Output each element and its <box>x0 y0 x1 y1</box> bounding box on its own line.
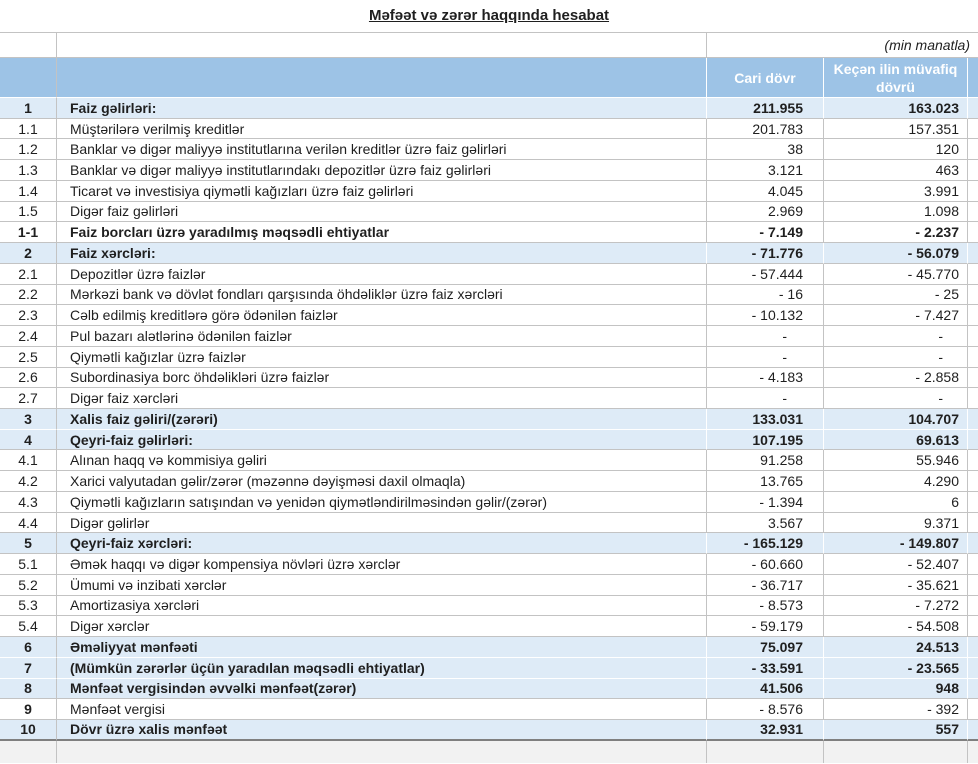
table-row <box>0 285 978 306</box>
filler-cell <box>968 554 978 575</box>
row-label-cell: Cəlb edilmiş kreditlərə görə ödənilən faizlər <box>57 305 707 326</box>
previous-value-cell: - 149.807 <box>824 533 968 554</box>
current-value-cell: 38 <box>707 139 824 160</box>
previous-value-cell: 69.613 <box>824 430 968 451</box>
table-row <box>0 409 978 430</box>
table-row <box>0 264 978 285</box>
current-value-cell: 133.031 <box>707 409 824 430</box>
column-header-row <box>0 58 978 98</box>
current-value-cell: - 60.660 <box>707 554 824 575</box>
previous-value-cell: 4.290 <box>824 471 968 492</box>
row-label-cell: Mərkəzi bank və dövlət fondları qarşısında öhdəliklər üzrə faiz xərcləri <box>57 285 707 306</box>
table-row <box>0 637 978 658</box>
title-row <box>0 0 978 33</box>
row-label-cell: Ümumi və inzibati xərclər <box>57 575 707 596</box>
table-row <box>0 388 978 409</box>
table-row <box>0 533 978 554</box>
current-value-cell: - 10.132 <box>707 305 824 326</box>
filler-cell <box>968 181 978 202</box>
row-number-cell: 5.2 <box>0 575 57 596</box>
table-row <box>0 492 978 513</box>
empty-cell <box>707 741 824 763</box>
current-value-cell: - 8.576 <box>707 699 824 720</box>
row-number-cell: 1.3 <box>0 160 57 181</box>
row-label-cell: Faiz xərcləri: <box>57 243 707 264</box>
table-row <box>0 513 978 534</box>
empty-cell <box>57 741 707 763</box>
row-number-cell: 2.1 <box>0 264 57 285</box>
row-number-cell: 7 <box>0 658 57 679</box>
previous-value-cell: 948 <box>824 679 968 700</box>
filler-cell <box>968 139 978 160</box>
row-number-cell: 2.7 <box>0 388 57 409</box>
current-value-cell: - 1.394 <box>707 492 824 513</box>
filler-cell <box>968 285 978 306</box>
row-number-cell: 4.3 <box>0 492 57 513</box>
row-number-cell: 2.5 <box>0 347 57 368</box>
previous-value-cell: - 25 <box>824 285 968 306</box>
previous-value-cell: - 2.858 <box>824 368 968 389</box>
table-row <box>0 181 978 202</box>
row-number-cell: 2.2 <box>0 285 57 306</box>
row-number-cell: 8 <box>0 679 57 700</box>
col-header-previous: Keçən ilin müvafiq dövrü <box>824 58 968 98</box>
current-value-cell: 211.955 <box>707 98 824 119</box>
previous-value-cell: 557 <box>824 720 968 741</box>
previous-value-cell: - 23.565 <box>824 658 968 679</box>
previous-value-cell: - 2.237 <box>824 222 968 243</box>
current-value-cell: - <box>707 388 824 409</box>
previous-value-cell: 104.707 <box>824 409 968 430</box>
current-value-cell: 2.969 <box>707 202 824 223</box>
current-value-cell: 41.506 <box>707 679 824 700</box>
table-row <box>0 119 978 140</box>
table-row <box>0 368 978 389</box>
footer-filler-row <box>0 741 978 763</box>
filler-cell <box>968 720 978 741</box>
row-label-cell: Digər faiz xərcləri <box>57 388 707 409</box>
empty-cell <box>57 33 707 58</box>
filler-cell <box>968 637 978 658</box>
current-value-cell: 13.765 <box>707 471 824 492</box>
unit-note-row <box>0 33 978 58</box>
row-label-cell: Əmək haqqı və digər kompensiya növləri üzrə xərclər <box>57 554 707 575</box>
row-label-cell: Mənfəət vergisindən əvvəlki mənfəət(zərər) <box>57 679 707 700</box>
table-row <box>0 596 978 617</box>
row-number-cell: 1.1 <box>0 119 57 140</box>
current-value-cell: - 36.717 <box>707 575 824 596</box>
current-value-cell: 201.783 <box>707 119 824 140</box>
row-label-cell: Xarici valyutadan gəlir/zərər (məzənnə dəyişməsi daxil olmaqla) <box>57 471 707 492</box>
row-number-cell: 4.1 <box>0 450 57 471</box>
current-value-cell: - 33.591 <box>707 658 824 679</box>
filler-cell <box>968 471 978 492</box>
table-row <box>0 720 978 741</box>
current-value-cell: 91.258 <box>707 450 824 471</box>
filler-cell <box>968 513 978 534</box>
row-label-cell: Faiz gəlirləri: <box>57 98 707 119</box>
previous-value-cell: 6 <box>824 492 968 513</box>
row-label-cell: Əməliyyat mənfəəti <box>57 637 707 658</box>
filler-cell <box>968 119 978 140</box>
filler-cell <box>968 616 978 637</box>
current-value-cell: - 165.129 <box>707 533 824 554</box>
table-row <box>0 305 978 326</box>
empty-header-cell <box>57 58 707 98</box>
table-row <box>0 430 978 451</box>
current-value-cell: - 7.149 <box>707 222 824 243</box>
previous-value-cell: - 35.621 <box>824 575 968 596</box>
table-row <box>0 658 978 679</box>
filler-cell <box>968 388 978 409</box>
row-number-cell: 1.4 <box>0 181 57 202</box>
row-number-cell: 3 <box>0 409 57 430</box>
row-number-cell: 5.3 <box>0 596 57 617</box>
current-value-cell: 4.045 <box>707 181 824 202</box>
row-label-cell: Alınan haqq və kommisiya gəliri <box>57 450 707 471</box>
previous-value-cell: - 7.427 <box>824 305 968 326</box>
row-number-cell: 6 <box>0 637 57 658</box>
table-row <box>0 326 978 347</box>
row-number-cell: 4.4 <box>0 513 57 534</box>
row-label-cell: Müştərilərə verilmiş kreditlər <box>57 119 707 140</box>
filler-cell <box>968 658 978 679</box>
row-label-cell: Banklar və digər maliyyə institutlarındakı depozitlər üzrə faiz gəlirləri <box>57 160 707 181</box>
previous-value-cell: 157.351 <box>824 119 968 140</box>
table-row <box>0 616 978 637</box>
row-number-cell: 1.2 <box>0 139 57 160</box>
row-label-cell: Qeyri-faiz xərcləri: <box>57 533 707 554</box>
row-label-cell: Banklar və digər maliyyə institutlarına verilən kreditlər üzrə faiz gəlirləri <box>57 139 707 160</box>
row-label-cell: Digər faiz gəlirləri <box>57 202 707 223</box>
table-row <box>0 243 978 264</box>
filler-cell <box>968 430 978 451</box>
filler-cell <box>968 347 978 368</box>
previous-value-cell: 55.946 <box>824 450 968 471</box>
table-row <box>0 471 978 492</box>
filler-cell <box>968 450 978 471</box>
table-row <box>0 98 978 119</box>
previous-value-cell: - 45.770 <box>824 264 968 285</box>
row-label-cell: Digər gəlirlər <box>57 513 707 534</box>
row-number-cell: 4.2 <box>0 471 57 492</box>
previous-value-cell: 463 <box>824 160 968 181</box>
table-row <box>0 554 978 575</box>
current-value-cell: 3.567 <box>707 513 824 534</box>
current-value-cell: 32.931 <box>707 720 824 741</box>
previous-value-cell: - 7.272 <box>824 596 968 617</box>
row-number-cell: 5 <box>0 533 57 554</box>
row-number-cell: 2.3 <box>0 305 57 326</box>
row-label-cell: Xalis faiz gəliri/(zərəri) <box>57 409 707 430</box>
row-label-cell: Qiymətli kağızlar üzrə faizlər <box>57 347 707 368</box>
table-row <box>0 222 978 243</box>
row-label-cell: Digər xərclər <box>57 616 707 637</box>
current-value-cell: 107.195 <box>707 430 824 451</box>
table-row <box>0 450 978 471</box>
row-number-cell: 5.4 <box>0 616 57 637</box>
row-label-cell: Pul bazarı alətlərinə ödənilən faizlər <box>57 326 707 347</box>
current-value-cell: 3.121 <box>707 160 824 181</box>
filler-cell <box>968 596 978 617</box>
current-value-cell: - 71.776 <box>707 243 824 264</box>
empty-cell <box>0 33 57 58</box>
row-label-cell: Subordinasiya borc öhdəlikləri üzrə faizlər <box>57 368 707 389</box>
current-value-cell: - 16 <box>707 285 824 306</box>
previous-value-cell: - 56.079 <box>824 243 968 264</box>
row-number-cell: 2.4 <box>0 326 57 347</box>
report-title: Məfəət və zərər haqqında hesabat <box>0 0 978 33</box>
row-label-cell: Qeyri-faiz gəlirləri: <box>57 430 707 451</box>
row-number-cell: 1.5 <box>0 202 57 223</box>
filler-cell <box>968 492 978 513</box>
current-value-cell: - <box>707 347 824 368</box>
current-value-cell: - 8.573 <box>707 596 824 617</box>
filler-cell <box>968 305 978 326</box>
filler-cell <box>968 264 978 285</box>
empty-header-cell <box>0 58 57 98</box>
previous-value-cell: - 52.407 <box>824 554 968 575</box>
filler-cell <box>968 368 978 389</box>
previous-value-cell: 120 <box>824 139 968 160</box>
previous-value-cell: 9.371 <box>824 513 968 534</box>
col-header-current: Cari dövr <box>707 58 824 98</box>
row-label-cell: Mənfəət vergisi <box>57 699 707 720</box>
filler-cell <box>968 160 978 181</box>
filler-cell <box>968 243 978 264</box>
table-row <box>0 160 978 181</box>
row-number-cell: 1 <box>0 98 57 119</box>
empty-cell <box>824 741 968 763</box>
filler-cell <box>968 699 978 720</box>
table-row <box>0 575 978 596</box>
unit-note: (min manatla) <box>707 33 978 58</box>
table-row <box>0 679 978 700</box>
table-row <box>0 347 978 368</box>
table-row <box>0 202 978 223</box>
row-label-cell: Amortizasiya xərcləri <box>57 596 707 617</box>
previous-value-cell: - <box>824 388 968 409</box>
previous-value-cell: - 392 <box>824 699 968 720</box>
row-label-cell: Dövr üzrə xalis mənfəət <box>57 720 707 741</box>
table-row <box>0 699 978 720</box>
row-number-cell: 1-1 <box>0 222 57 243</box>
previous-value-cell: 3.991 <box>824 181 968 202</box>
row-number-cell: 2.6 <box>0 368 57 389</box>
previous-value-cell: 1.098 <box>824 202 968 223</box>
previous-value-cell: 163.023 <box>824 98 968 119</box>
current-value-cell: 75.097 <box>707 637 824 658</box>
row-number-cell: 9 <box>0 699 57 720</box>
previous-value-cell: 24.513 <box>824 637 968 658</box>
row-label-cell: (Mümkün zərərlər üçün yaradılan məqsədli ehtiyatlar) <box>57 658 707 679</box>
filler-cell <box>968 222 978 243</box>
previous-value-cell: - <box>824 347 968 368</box>
row-number-cell: 10 <box>0 720 57 741</box>
current-value-cell: - 57.444 <box>707 264 824 285</box>
row-label-cell: Ticarət və investisiya qiymətli kağızları üzrə faiz gəlirləri <box>57 181 707 202</box>
empty-cell <box>0 741 57 763</box>
row-label-cell: Depozitlər üzrə faizlər <box>57 264 707 285</box>
filler-cell <box>968 575 978 596</box>
row-label-cell: Faiz borcları üzrə yaradılmış məqsədli ehtiyatlar <box>57 222 707 243</box>
row-number-cell: 2 <box>0 243 57 264</box>
row-number-cell: 4 <box>0 430 57 451</box>
current-value-cell: - 59.179 <box>707 616 824 637</box>
filler-cell <box>968 679 978 700</box>
filler-cell <box>968 409 978 430</box>
previous-value-cell: - 54.508 <box>824 616 968 637</box>
row-label-cell: Qiymətli kağızların satışından və yenidən qiymətləndirilməsindən gəlir/(zərər) <box>57 492 707 513</box>
current-value-cell: - 4.183 <box>707 368 824 389</box>
current-value-cell: - <box>707 326 824 347</box>
filler-cell <box>968 533 978 554</box>
row-number-cell: 5.1 <box>0 554 57 575</box>
table-row <box>0 139 978 160</box>
filler-cell <box>968 326 978 347</box>
filler-cell <box>968 202 978 223</box>
previous-value-cell: - <box>824 326 968 347</box>
filler-cell <box>968 741 978 763</box>
filler-cell <box>968 98 978 119</box>
filler-header-cell <box>968 58 978 98</box>
